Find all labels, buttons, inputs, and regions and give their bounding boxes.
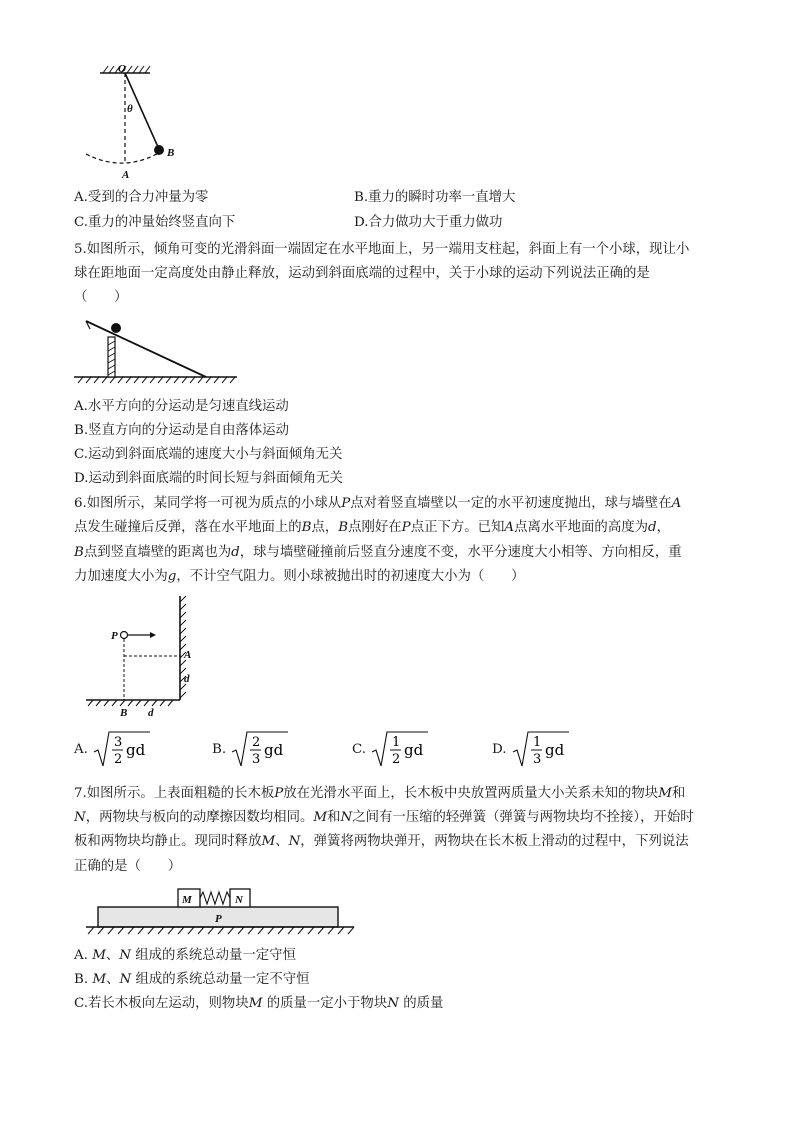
q5-stem-line1: 5.如图所示，倾角可变的光滑斜面一端固定在水平地面上，另一端用支柱起，斜面上有一个小球，现让小 <box>74 242 690 257</box>
point-b-label: B <box>120 707 128 718</box>
point-o-label: O <box>118 63 126 75</box>
sqrt-expression <box>92 730 152 770</box>
svg-text:gd: gd <box>544 740 564 759</box>
point-a-label: A <box>122 169 130 181</box>
pendulum-figure <box>78 62 208 182</box>
svg-text:3: 3 <box>532 751 542 767</box>
q5-stem-line2: 球在距地面一定高度处由静止释放，运动到斜面底端的过程中，关于小球的运动下列说法正确的是 <box>74 266 650 281</box>
point-p-label: P <box>111 630 118 642</box>
q7-stem-line4: 正确的是（ ） <box>74 859 182 874</box>
svg-text:gd: gd <box>126 740 146 759</box>
svg-text:1: 1 <box>392 734 401 750</box>
q4-option-c: C.重力的冲量始终竖直向下 <box>74 215 236 230</box>
wall-projectile-figure <box>84 592 204 718</box>
q7-stem-line3: 板和两物块均静止。现同时释放M、N，弹簧将两物块弹开，两物块在长木板上滑动的过程中，下列说法 <box>74 834 689 849</box>
svg-text:3: 3 <box>252 751 261 767</box>
theta-label: θ <box>127 103 133 115</box>
sqrt-expression <box>370 730 430 770</box>
q6-stem-line3: B点到竖直墙壁的距离也为d，球与墙壁碰撞前后竖直分速度不变，水平分速度大小相等、方向相反，重 <box>74 545 682 560</box>
svg-text:gd: gd <box>404 740 424 759</box>
board-p-label: P <box>215 913 222 925</box>
q5-option-a: A.水平方向的分运动是匀速直线运动 <box>74 399 289 414</box>
wall-distance-label: d <box>184 673 190 685</box>
ground-distance-label: d <box>148 707 154 718</box>
svg-text:2: 2 <box>392 751 401 767</box>
q5-option-c: C.运动到斜面底端的速度大小与斜面倾角无关 <box>74 447 343 462</box>
q5-option-b: B.竖直方向的分运动是自由落体运动 <box>74 423 289 438</box>
block-m-label: M <box>182 894 192 906</box>
q4-option-b: B.重力的瞬时功率一直增大 <box>354 190 516 205</box>
sqrt-expression <box>230 730 290 770</box>
q6-stem-line2: 点发生碰撞后反弹，落在水平地面上的B点，B点刚好在P点正下方。已知A点离水平地面的高度为d， <box>74 520 670 535</box>
q7-option-b: B. M、N 组成的系统总动量一定不守恒 <box>74 972 310 987</box>
q7-option-a: A. M、N 组成的系统总动量一定守恒 <box>74 948 296 963</box>
block-n-label: N <box>235 894 243 906</box>
point-b-label: B <box>167 147 175 159</box>
incline-figure <box>72 315 242 387</box>
q6-option-d: D. 1 3 gd <box>492 728 571 772</box>
q7-stem-line1: 7.如图所示。上表面粗糙的长木板P放在光滑水平面上，长木板中央放置两质量大小关系未知的物块M和 <box>74 786 686 801</box>
q6-stem-line4: 力加速度大小为g，不计空气阻力。则小球被抛出时的初速度大小为（ ） <box>74 569 525 584</box>
board-spring-figure <box>84 885 364 941</box>
q5-option-d: D.运动到斜面底端的时间长短与斜面倾角无关 <box>74 471 343 486</box>
svg-text:2: 2 <box>114 751 123 767</box>
q7-option-c: C.若长木板向左运动，则物块M 的质量一定小于物块N 的质量 <box>74 996 444 1011</box>
q7-stem-line2: N，两物块与板向的动摩擦因数均相同。M和N之间有一压缩的轻弹簧（弹簧与两物块均不拴接），开始时 <box>74 810 694 825</box>
svg-text:1: 1 <box>532 734 542 750</box>
sqrt-expression <box>511 730 571 770</box>
q5-stem-line3: （ ） <box>74 290 128 305</box>
q6-option-c: C. 1 2 gd <box>352 728 430 772</box>
svg-text:gd: gd <box>264 740 284 759</box>
q6-option-a: A. 3 2 gd <box>74 728 152 772</box>
q6-option-b: B. 2 3 gd <box>212 728 290 772</box>
point-a-label: A <box>184 649 192 661</box>
q4-option-a: A.受到的合力冲量为零 <box>74 190 209 205</box>
svg-text:3: 3 <box>114 734 123 750</box>
svg-text:2: 2 <box>252 734 261 750</box>
q6-stem-line1: 6.如图所示，某同学将一可视为质点的小球从P点对着竖直墙壁以一定的水平初速度抛出，球与墙壁在A <box>74 496 682 511</box>
q4-option-d: D.合力做功大于重力做功 <box>354 215 503 230</box>
